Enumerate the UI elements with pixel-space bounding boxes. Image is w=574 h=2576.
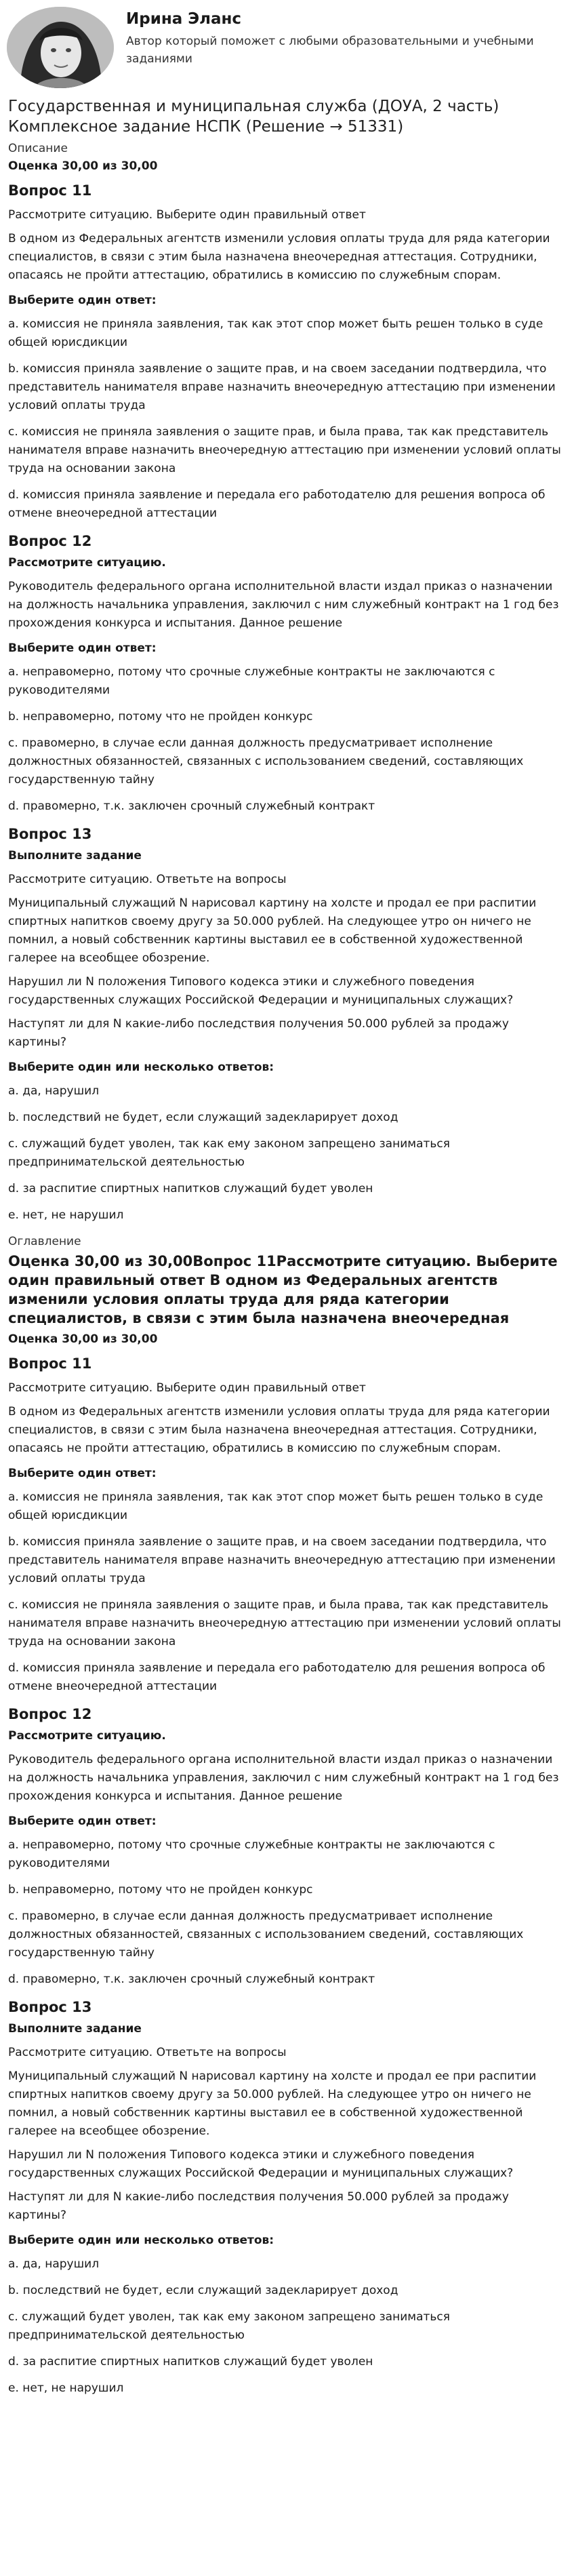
question-text: В одном из Федеральных агентств изменили условия оплаты труда для ряда категории специалистов, в связи с этим была назначена внеочередная аттестация. Сотрудники, опасаясь не пройти аттестацию, обратились в комиссию по служебным спорам. <box>8 1405 550 1455</box>
answer-option-d: d. комиссия приняла заявление и передала его работодателю для решения вопроса об отмене внеочередной аттестации <box>8 488 546 520</box>
answers-label: Выберите один ответ: <box>8 294 157 307</box>
question-title: Вопрос 12 <box>8 533 92 549</box>
question-text: Нарушил ли N положения Типового кодекса этики и служебного поведения государственных служащих Российской Федерации и муниципальных служащих? <box>8 2148 514 2180</box>
question-text: Руководитель федерального органа исполнительной власти издал приказ о назначении на должность начальника управления, заключил с ним служебный контракт на 1 год без прохождения конкурса и испытания. Данное решение <box>8 1753 559 1803</box>
question-text: В одном из Федеральных агентств изменили условия оплаты труда для ряда категории специалистов, в связи с этим была назначена внеочередная аттестация. Сотрудники, опасаясь не пройти аттестацию, обратились в комиссию по служебным спорам. <box>8 232 550 282</box>
answer-option-d: d. за распитие спиртных напитков служащий будет уволен <box>8 2355 373 2369</box>
answer-option-c: c. правомерно, в случае если данная должность предусматривает исполнение должностных обязанностей, связанных с использованием сведений, составляющих государственную тайну <box>8 1909 524 1960</box>
answer-option-a: a. да, нарушил <box>8 2257 100 2271</box>
answer-option-a: a. неправомерно, потому что срочные служебные контракты не заключаются с руководителями <box>8 665 495 697</box>
question-11 <box>8 180 566 523</box>
question-text: Муниципальный служащий N нарисовал картину на холсте и продал ее при распитии спиртных напитков своему другу за 50.000 рублей. На следующее утро он ничего не помнил, а новый собственник картины выставил ее в собственной художественной галерее на всеобщее обозрение. <box>8 896 537 965</box>
answer-option-a: a. комиссия не приняла заявления, так как этот спор может быть решен только в суде общей юрисдикции <box>8 1490 544 1522</box>
question-text: Наступят ли для N какие-либо последствия получения 50.000 рублей за продажу картины? <box>8 1017 509 1049</box>
answer-option-b: b. комиссия приняла заявление о защите прав, и на своем заседании подтвердила, что представитель нанимателя вправе назначить внеочередную аттестацию при изменении условий оплаты труда <box>8 362 556 412</box>
question-title: Вопрос 11 <box>8 182 92 199</box>
question-13-repeat <box>8 1997 566 2398</box>
answer-option-c: c. комиссия не приняла заявления о защите прав, и была права, так как представитель нанимателя вправе назначить внеочередную аттестацию при изменении условий оплаты труда на основании закона <box>8 1598 561 1648</box>
question-subtitle: Выполните задание <box>8 849 142 863</box>
answer-option-b: b. комиссия приняла заявление о защите прав, и на своем заседании подтвердила, что представитель нанимателя вправе назначить внеочередную аттестацию при изменении условий оплаты труда <box>8 1535 556 1585</box>
toc-label: Оглавление <box>8 1235 81 1248</box>
answer-option-a: a. да, нарушил <box>8 1084 100 1098</box>
question-subtitle: Рассмотрите ситуацию. <box>8 556 166 570</box>
answer-option-d: d. правомерно, т.к. заключен срочный служебный контракт <box>8 1973 375 1986</box>
question-13 <box>8 824 566 1225</box>
answer-option-c: c. служащий будет уволен, так как ему законом запрещено заниматься предпринимательской деятельностью <box>8 2310 451 2342</box>
answers-label: Выберите один ответ: <box>8 1815 157 1828</box>
question-prompt: Рассмотрите ситуацию. Ответьте на вопросы <box>8 873 287 886</box>
author-name[interactable]: Ирина Эланс <box>126 10 242 28</box>
question-subtitle: Выполните задание <box>8 2022 142 2036</box>
toc-heading: Оценка 30,00 из 30,00Вопрос 11Рассмотрите ситуацию. Выберите один правильный ответ В одном из Федеральных агентств изменили условия оплаты труда для ряда категории специалистов, в связи с этим была назначена внеочередная <box>8 1253 558 1326</box>
description-label: Описание <box>8 142 68 155</box>
author-info <box>126 7 546 68</box>
author-description: Автор который поможет с любыми образовательными и учебными заданиями <box>126 35 534 66</box>
answers-label: Выберите один или несколько ответов: <box>8 1061 274 1074</box>
answer-option-e: e. нет, не нарушил <box>8 1208 124 1222</box>
question-12-repeat <box>8 1704 566 1989</box>
answer-option-b: b. последствий не будет, если служащий задекларирует доход <box>8 1111 398 1124</box>
question-prompt: Рассмотрите ситуацию. Ответьте на вопросы <box>8 2046 287 2059</box>
avatar[interactable] <box>7 7 114 88</box>
grade-text: Оценка 30,00 из 30,00 <box>8 1332 158 1346</box>
answer-option-a: a. неправомерно, потому что срочные служебные контракты не заключаются с руководителями <box>8 1838 495 1870</box>
question-title: Вопрос 13 <box>8 826 92 842</box>
question-title: Вопрос 12 <box>8 1706 92 1722</box>
answer-option-b: b. неправомерно, потому что не пройден конкурс <box>8 1883 313 1897</box>
question-text: Руководитель федерального органа исполнительной власти издал приказ о назначении на должность начальника управления, заключил с ним служебный контракт на 1 год без прохождения конкурса и испытания. Данное решение <box>8 580 559 630</box>
answer-option-b: b. последствий не будет, если служащий задекларирует доход <box>8 2284 398 2297</box>
answer-option-b: b. неправомерно, потому что не пройден конкурс <box>8 710 313 724</box>
question-text: Наступят ли для N какие-либо последствия получения 50.000 рублей за продажу картины? <box>8 2190 509 2222</box>
answer-option-c: c. правомерно, в случае если данная должность предусматривает исполнение должностных обязанностей, связанных с использованием сведений, составляющих государственную тайну <box>8 736 524 787</box>
question-title: Вопрос 11 <box>8 1355 92 1372</box>
question-11-repeat <box>8 1353 566 1696</box>
answer-option-a: a. комиссия не приняла заявления, так как этот спор может быть решен только в суде общей юрисдикции <box>8 317 544 349</box>
question-text: Нарушил ли N положения Типового кодекса этики и служебного поведения государственных служащих Российской Федерации и муниципальных служащих? <box>8 975 514 1007</box>
answers-label: Выберите один ответ: <box>8 641 157 655</box>
answer-option-d: d. за распитие спиртных напитков служащий будет уволен <box>8 1182 373 1195</box>
question-prompt: Рассмотрите ситуацию. Выберите один правильный ответ <box>8 208 366 222</box>
answer-option-c: c. комиссия не приняла заявления о защите прав, и была права, так как представитель нанимателя вправе назначить внеочередную аттестацию при изменении условий оплаты труда на основании закона <box>8 425 561 475</box>
question-text: Муниципальный служащий N нарисовал картину на холсте и продал ее при распитии спиртных напитков своему другу за 50.000 рублей. На следующее утро он ничего не помнил, а новый собственник картины выставил ее в собственной художественной галерее на всеобщее обозрение. <box>8 2069 537 2138</box>
question-title: Вопрос 13 <box>8 1999 92 2015</box>
answer-option-c: c. служащий будет уволен, так как ему законом запрещено заниматься предпринимательской деятельностью <box>8 1137 451 1169</box>
author-block <box>8 0 566 94</box>
answer-option-e: e. нет, не нарушил <box>8 2381 124 2395</box>
answer-option-d: d. правомерно, т.к. заключен срочный служебный контракт <box>8 799 375 813</box>
question-prompt: Рассмотрите ситуацию. Выберите один правильный ответ <box>8 1381 366 1395</box>
page-title: Государственная и муниципальная служба (ДОУА, 2 часть) Комплексное задание НСПК (Решение → 51331) <box>8 98 499 136</box>
question-12 <box>8 531 566 816</box>
grade-text: Оценка 30,00 из 30,00 <box>8 159 158 173</box>
question-subtitle: Рассмотрите ситуацию. <box>8 1729 166 1743</box>
answers-label: Выберите один ответ: <box>8 1467 157 1480</box>
answer-option-d: d. комиссия приняла заявление и передала его работодателю для решения вопроса об отмене внеочередной аттестации <box>8 1661 546 1693</box>
answers-label: Выберите один или несколько ответов: <box>8 2234 274 2247</box>
